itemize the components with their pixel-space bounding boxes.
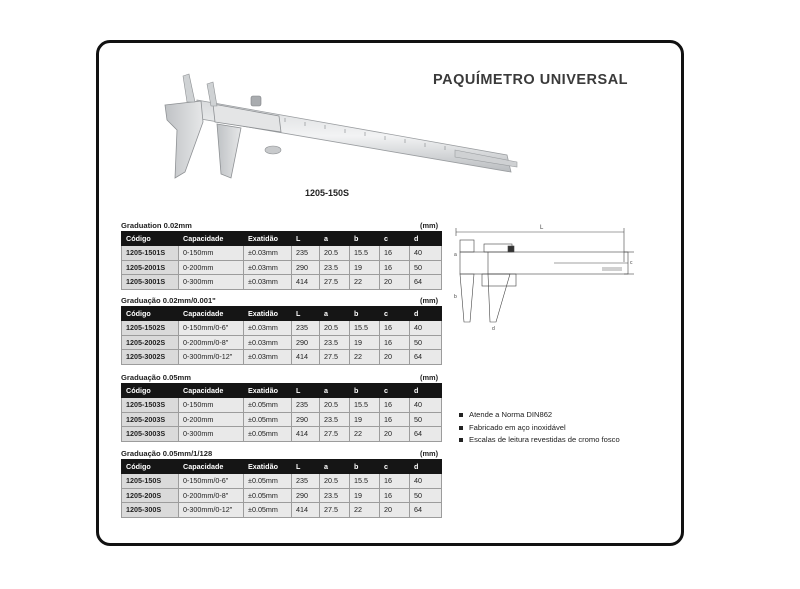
cell-exatidao: ±0.03mm [244,335,292,350]
cell-capacidade: 0-200mm/0-8" [179,488,244,503]
cell-codigo: 1205-1503S [122,398,179,413]
cell-codigo: 1205-200S [122,488,179,503]
header-a: a [320,384,350,398]
header-l: L [292,384,320,398]
cell-b: 22 [350,427,380,442]
cell-d: 64 [410,275,442,290]
section-label: Graduation 0.02mm [121,221,192,230]
header-a: a [320,460,350,474]
table-header-row [122,384,442,398]
cell-c: 16 [380,260,410,275]
cell-d: 40 [410,246,442,261]
cell-capacidade: 0-300mm [179,427,244,442]
cell-exatidao: ±0.03mm [244,350,292,365]
cell-b: 15.5 [350,474,380,489]
feature-text: Fabricado em aço inoxidável [469,422,566,432]
unit-label: (mm) [420,373,439,382]
cell-capacidade: 0-200mm [179,260,244,275]
header-codigo: Código [122,460,179,474]
cell-b: 15.5 [350,321,380,336]
header-codigo: Código [122,384,179,398]
dimension-label-d: d [492,326,495,332]
header-c: c [380,232,410,246]
cell-a: 23.5 [320,335,350,350]
cell-c: 20 [380,427,410,442]
feature-item [459,434,620,447]
cell-capacidade: 0-150mm/0-6" [179,321,244,336]
header-capacidade: Capacidade [179,384,244,398]
cell-l: 290 [292,260,320,275]
cell-codigo: 1205-150S [122,474,179,489]
dimension-label-c: c [630,260,633,266]
cell-c: 16 [380,321,410,336]
cell-exatidao: ±0.03mm [244,321,292,336]
cell-codigo: 1205-2002S [122,335,179,350]
cell-d: 40 [410,474,442,489]
cell-l: 235 [292,474,320,489]
cell-l: 290 [292,335,320,350]
cell-d: 50 [410,412,442,427]
cell-l: 235 [292,321,320,336]
bullet-icon [459,426,463,430]
table-row [122,246,442,261]
cell-d: 64 [410,503,442,518]
cell-a: 27.5 [320,350,350,365]
feature-item [459,409,620,422]
table-row [122,321,442,336]
product-caption: 1205-150S [305,188,350,198]
dimension-label-a: a [454,252,457,258]
cell-codigo: 1205-3003S [122,427,179,442]
cell-c: 20 [380,275,410,290]
spec-table [121,459,442,518]
cell-b: 19 [350,412,380,427]
cell-a: 20.5 [320,474,350,489]
header-c: c [380,307,410,321]
cell-a: 27.5 [320,275,350,290]
spec-table [121,231,442,290]
table-row [122,474,442,489]
section-label: Graduação 0.05mm [121,373,192,382]
dimension-label-b: b [454,294,457,300]
cell-c: 16 [380,412,410,427]
cell-a: 23.5 [320,260,350,275]
header-codigo: Código [122,232,179,246]
cell-d: 64 [410,427,442,442]
cell-a: 23.5 [320,488,350,503]
cell-exatidao: ±0.03mm [244,260,292,275]
cell-l: 414 [292,350,320,365]
cell-exatidao: ±0.03mm [244,246,292,261]
header-d: d [410,232,442,246]
cell-l: 290 [292,488,320,503]
header-exatidao: Exatidão [244,460,292,474]
header-capacidade: Capacidade [179,307,244,321]
feature-item [459,422,620,435]
header-a: a [320,232,350,246]
table-row [122,503,442,518]
cell-b: 15.5 [350,246,380,261]
cell-b: 19 [350,335,380,350]
header-l: L [292,460,320,474]
feature-text: Atende a Norma DIN862 [469,410,553,419]
cell-l: 235 [292,398,320,413]
cell-d: 64 [410,350,442,365]
header-exatidao: Exatidão [244,384,292,398]
header-capacidade: Capacidade [179,232,244,246]
header-exatidao: Exatidão [244,232,292,246]
header-capacidade: Capacidade [179,460,244,474]
cell-a: 27.5 [320,427,350,442]
table-header-row [122,460,442,474]
caliper-diagram [452,222,642,332]
cell-codigo: 1205-1501S [122,246,179,261]
header-l: L [292,232,320,246]
header-b: b [350,460,380,474]
caliper-photo [155,70,525,188]
table-row [122,488,442,503]
cell-b: 22 [350,503,380,518]
cell-l: 414 [292,503,320,518]
cell-exatidao: ±0.05mm [244,412,292,427]
cell-d: 50 [410,335,442,350]
section-label: Graduação 0.05mm/1/128 [121,449,213,458]
cell-c: 16 [380,474,410,489]
header-exatidao: Exatidão [244,307,292,321]
spec-table [121,306,442,365]
cell-d: 40 [410,398,442,413]
cell-c: 16 [380,488,410,503]
header-l: L [292,307,320,321]
cell-a: 20.5 [320,246,350,261]
table-row [122,427,442,442]
header-codigo: Código [122,307,179,321]
cell-capacidade: 0-300mm/0-12" [179,503,244,518]
cell-a: 23.5 [320,412,350,427]
cell-exatidao: ±0.05mm [244,503,292,518]
cell-exatidao: ±0.05mm [244,488,292,503]
cell-c: 16 [380,335,410,350]
header-d: d [410,384,442,398]
cell-exatidao: ±0.05mm [244,398,292,413]
cell-capacidade: 0-300mm [179,275,244,290]
table-row [122,350,442,365]
cell-d: 40 [410,321,442,336]
section-label: Graduação 0.02mm/0.001" [121,296,216,305]
page-title: PAQUÍMETRO UNIVERSAL [433,72,629,88]
unit-label: (mm) [420,221,439,230]
cell-b: 22 [350,275,380,290]
table-row [122,335,442,350]
cell-exatidao: ±0.05mm [244,474,292,489]
bullet-icon [459,438,463,442]
cell-c: 20 [380,503,410,518]
header-b: b [350,307,380,321]
cell-c: 16 [380,398,410,413]
cell-capacidade: 0-200mm/0-8" [179,335,244,350]
cell-b: 19 [350,488,380,503]
header-c: c [380,384,410,398]
cell-capacidade: 0-300mm/0-12" [179,350,244,365]
dimension-label-l: L [540,225,544,231]
feature-text: Escalas de leitura revestidas de cromo fosco [469,435,620,444]
cell-capacidade: 0-150mm/0-6" [179,474,244,489]
table-row [122,260,442,275]
header-c: c [380,460,410,474]
table-row [122,412,442,427]
cell-b: 19 [350,260,380,275]
cell-b: 22 [350,350,380,365]
cell-codigo: 1205-300S [122,503,179,518]
header-d: d [410,307,442,321]
cell-exatidao: ±0.05mm [244,427,292,442]
unit-label: (mm) [420,296,439,305]
cell-capacidade: 0-200mm [179,412,244,427]
cell-codigo: 1205-3001S [122,275,179,290]
table-row [122,275,442,290]
cell-a: 27.5 [320,503,350,518]
bullet-icon [459,413,463,417]
cell-l: 290 [292,412,320,427]
cell-c: 20 [380,350,410,365]
cell-capacidade: 0-150mm [179,246,244,261]
cell-codigo: 1205-1502S [122,321,179,336]
cell-codigo: 1205-2001S [122,260,179,275]
cell-codigo: 1205-3002S [122,350,179,365]
cell-b: 15.5 [350,398,380,413]
cell-a: 20.5 [320,398,350,413]
header-a: a [320,307,350,321]
header-b: b [350,232,380,246]
cell-capacidade: 0-150mm [179,398,244,413]
unit-label: (mm) [420,449,439,458]
table-row [122,398,442,413]
cell-a: 20.5 [320,321,350,336]
spec-table [121,383,442,442]
cell-l: 414 [292,427,320,442]
cell-l: 414 [292,275,320,290]
cell-d: 50 [410,488,442,503]
header-d: d [410,460,442,474]
cell-exatidao: ±0.03mm [244,275,292,290]
table-header-row [122,232,442,246]
header-b: b [350,384,380,398]
table-header-row [122,307,442,321]
cell-l: 235 [292,246,320,261]
cell-d: 50 [410,260,442,275]
features-list [459,409,620,447]
cell-codigo: 1205-2003S [122,412,179,427]
cell-c: 16 [380,246,410,261]
